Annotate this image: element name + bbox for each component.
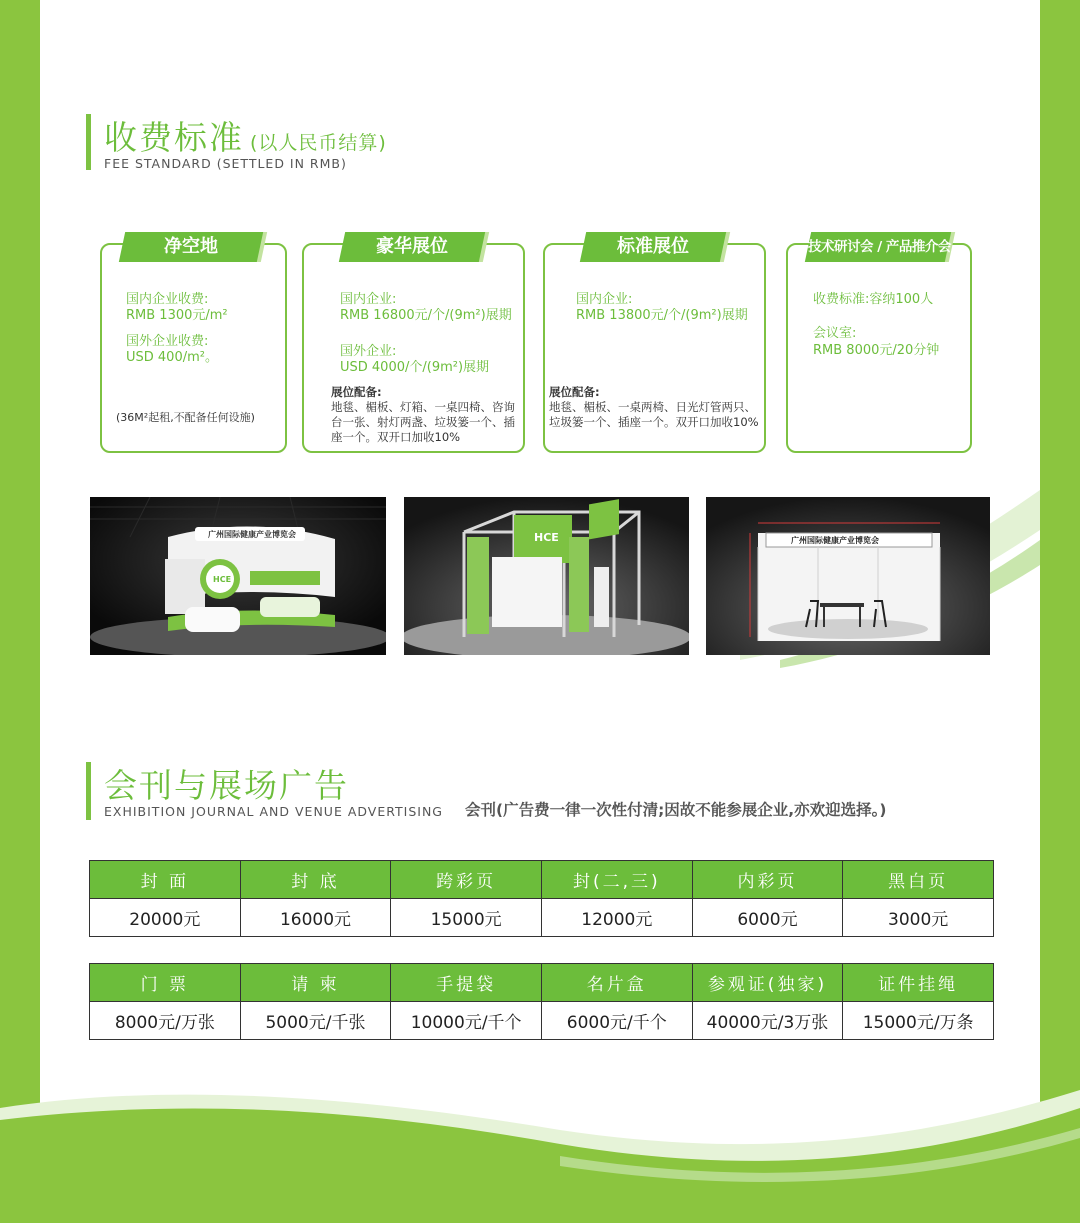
table-header-cell: 跨彩页 [391,861,542,899]
card-equipment [549,385,762,430]
table-cell: 10000元/千个 [391,1002,542,1040]
table-header-cell: 黑白页 [843,861,994,899]
fee-section-title: 收费标准 (以人民币结算) [104,118,387,157]
card-title: 净空地 [164,236,218,257]
ad-section-note: 会刊(广告费一律一次性付清;因故不能参展企业,亦欢迎选择。) [465,801,887,819]
table-header-cell: 封 底 [240,861,391,899]
card-line: 国内企业收费: [126,292,209,307]
card-tab [119,232,263,262]
table-header-cell: 门 票 [90,964,241,1002]
hce-logo: HCE [534,531,559,544]
card-line: 会议室: [813,326,857,341]
table-header-cell: 封(二,三) [541,861,692,899]
hce-logo: HCE [213,575,232,584]
table-header-row [90,964,994,1002]
card-title: 技术研讨会 / 产品推介会 [808,239,951,255]
card-line: RMB 1300元/m² [126,308,228,323]
venue-ad-price-table [89,963,994,1040]
card-tab [580,232,726,262]
fee-section-title-note: (以人民币结算) [250,132,387,154]
ad-section-subtitle: EXHIBITION JOURNAL AND VENUE ADVERTISING [104,804,443,819]
booth-sign-text: 广州国际健康产业博览会 [791,536,879,545]
journal-ad-price-table [89,860,994,937]
booth-truss-photo [404,497,689,655]
table-header-cell: 内彩页 [692,861,843,899]
table-header-cell: 封 面 [90,861,241,899]
card-title: 豪华展位 [376,236,448,257]
table-header-cell: 名片盒 [541,964,692,1002]
table-cell: 40000元/3万张 [692,1002,843,1040]
booth-sign-text: 广州国际健康产业博览会 [208,530,296,539]
card-line: 国外企业收费: [126,334,209,349]
table-cell: 15000元 [391,899,542,937]
table-row [90,899,994,937]
table-cell: 3000元 [843,899,994,937]
bottom-green-wave [0,1060,1080,1223]
card-title: 标准展位 [617,236,689,257]
fee-section-subtitle: FEE STANDARD (SETTLED IN RMB) [104,156,347,171]
card-line: RMB 13800元/个/(9m²)展期 [576,308,748,323]
card-seminar [786,239,972,453]
card-equipment [331,385,517,445]
equipment-label: 展位配备: [549,385,600,399]
table-header-cell: 证件挂绳 [843,964,994,1002]
card-line: USD 400/m²。 [126,350,218,365]
table-cell: 8000元/万张 [90,1002,241,1040]
table-header-row [90,861,994,899]
card-line: 国内企业: [576,292,633,307]
card-line: RMB 16800元/个/(9m²)展期 [340,308,512,323]
card-line: 收费标准:容纳100人 [813,292,934,307]
section-accent-bar [86,762,91,820]
card-line: 国外企业: [340,344,397,359]
table-cell: 20000元 [90,899,241,937]
card-standard-booth [543,236,766,453]
section-accent-bar [86,114,91,170]
card-line: 国内企业: [340,292,397,307]
card-empty-space [100,236,287,453]
ad-section-title: 会刊与展场广告 [104,766,349,805]
card-tab [805,232,951,262]
table-header-cell: 手提袋 [391,964,542,1002]
table-cell: 12000元 [541,899,692,937]
table-row [90,1002,994,1040]
table-cell: 5000元/千张 [240,1002,391,1040]
table-cell: 6000元 [692,899,843,937]
table-cell: 6000元/千个 [541,1002,692,1040]
card-tab [339,232,485,262]
table-cell: 16000元 [240,899,391,937]
table-header-cell: 请 柬 [240,964,391,1002]
equipment-label: 展位配备: [331,385,382,399]
table-cell: 15000元/万条 [843,1002,994,1040]
card-note: (36M²起租,不配备任何设施) [116,411,255,424]
table-header-cell: 参观证(独家) [692,964,843,1002]
equipment-text: 地毯、楣板、一桌两椅、日光灯管两只、垃圾篓一个、插座一个。双开口加收10% [549,400,759,429]
card-luxury-booth [302,236,525,453]
luxury-booth-photo [90,497,386,655]
card-line: RMB 8000元/20分钟 [813,343,940,358]
standard-booth-photo [706,497,990,655]
equipment-text: 地毯、楣板、灯箱、一桌四椅、咨询台一张、射灯两盏、垃圾篓一个、插座一个。双开口加收10% [331,400,515,444]
card-line: USD 4000/个/(9m²)展期 [340,360,490,375]
